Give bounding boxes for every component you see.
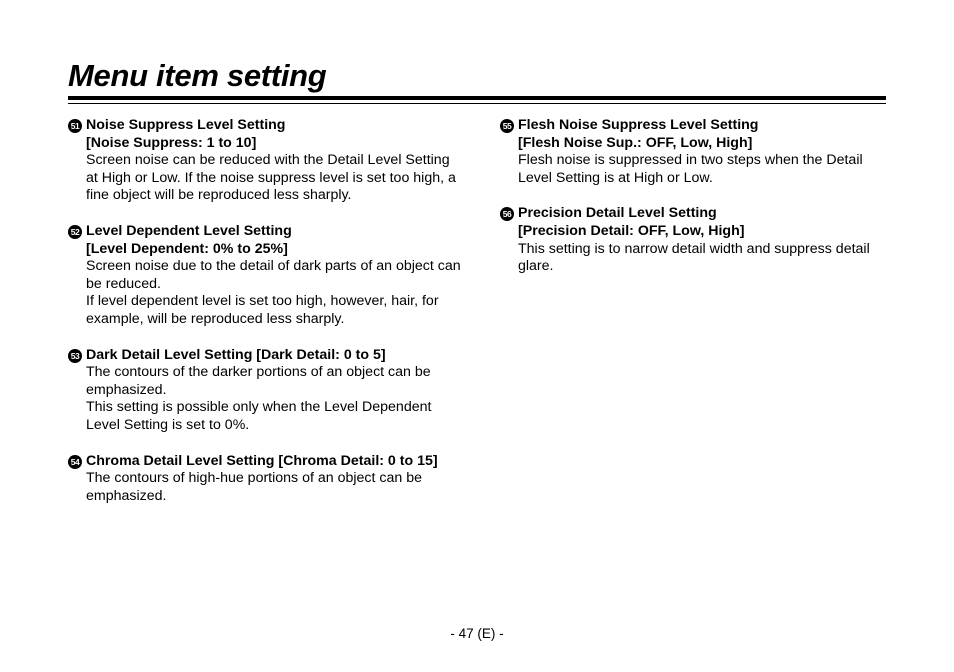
section-noise-suppress [68, 117, 463, 205]
circled-number-53: 53 [68, 349, 82, 363]
section-paragraph: If level dependent level is set too high, however, hair, for example, will be reproduced less sharply. [86, 293, 439, 327]
section-paragraph: Flesh noise is suppressed in two steps when the Detail Level Setting is at High or Low. [518, 152, 863, 186]
page-number: - 47 (E) - [450, 626, 504, 641]
section-paragraph: The contours of the darker portions of an object can be emphasized. [86, 364, 431, 398]
section-heading: Noise Suppress Level Setting [86, 117, 286, 133]
section-heading: Level Dependent Level Setting [86, 222, 292, 239]
section-heading: Precision Detail Level Setting [518, 205, 717, 222]
section-level-dependent [68, 223, 463, 329]
section-paragraph: The contours of high-hue portions of an object can be emphasized. [86, 470, 422, 504]
circled-number-56: 56 [500, 207, 514, 221]
section-heading: Flesh Noise Suppress Level Setting [518, 117, 759, 133]
section-paragraph: Screen noise can be reduced with the Detail Level Setting at High or Low. If the noise suppress level is set too high, a fine object will be reproduced less sharply. [86, 152, 456, 204]
circled-number-51: 51 [68, 119, 82, 133]
title-rule-thin [68, 103, 886, 104]
section-precision-detail [500, 205, 890, 275]
title-rule-thick [68, 96, 886, 100]
section-setting-range: [Precision Detail: OFF, Low, High] [518, 222, 745, 239]
section-paragraph: This setting is to narrow detail width and suppress detail glare. [518, 240, 870, 275]
right-column [500, 117, 890, 294]
section-chroma-detail [68, 453, 463, 506]
section-heading: Dark Detail Level Setting [Dark Detail: 0 to 5] [86, 346, 386, 363]
circled-number-52: 52 [68, 225, 82, 239]
circled-number-55: 55 [500, 119, 514, 133]
section-setting-range: [Noise Suppress: 1 to 10] [86, 134, 257, 151]
section-paragraph: This setting is possible only when the Level Dependent Level Setting is set to 0%. [86, 399, 432, 433]
page-title: Menu item setting [68, 58, 327, 93]
section-setting-range: [Flesh Noise Sup.: OFF, Low, High] [518, 134, 753, 151]
section-flesh-noise [500, 117, 890, 187]
circled-number-54: 54 [68, 455, 82, 469]
section-heading: Chroma Detail Level Setting [Chroma Detail: 0 to 15] [86, 452, 438, 469]
section-paragraph: Screen noise due to the detail of dark parts of an object can be reduced. [86, 258, 461, 292]
left-column [68, 117, 463, 523]
section-dark-detail [68, 347, 463, 435]
section-setting-range: [Level Dependent: 0% to 25%] [86, 240, 288, 257]
